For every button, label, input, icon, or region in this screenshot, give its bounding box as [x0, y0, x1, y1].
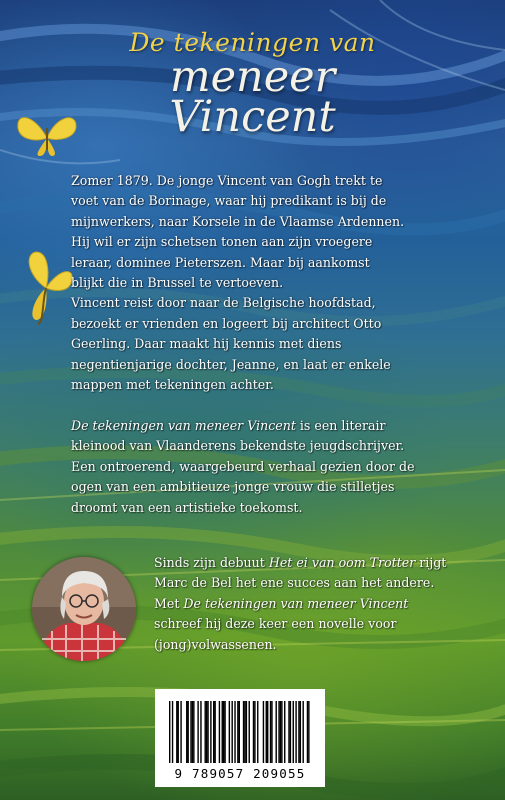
author-line: schreef hij deze keer een novelle voor: [154, 616, 397, 632]
blurb-line: leraar, dominee Pieterszen. Maar bij aankomst: [71, 254, 370, 270]
blurb-line: ogen van een ambitieuze jonge vrouw die stilletjes: [71, 479, 395, 495]
barcode-bar: [229, 701, 230, 763]
blurb-line: mijnwerkers, naar Korsele in de Vlaamse Ardennen.: [71, 213, 405, 229]
barcode-bar: [231, 701, 232, 763]
barcode-bar: [298, 701, 299, 763]
barcode-bar: [263, 701, 264, 763]
barcode-bar: [249, 701, 250, 763]
barcode-bar: [278, 701, 279, 763]
blurb-line: kleinood van Vlaanderens bekendste jeugdschrijver.: [71, 438, 405, 454]
barcode-bar: [270, 701, 271, 763]
blurb-paragraph-1: [71, 171, 481, 395]
barcode-bar: [267, 701, 268, 763]
barcode-bar: [207, 701, 208, 763]
barcode-bar: [246, 701, 247, 763]
barcode-bar: [186, 701, 187, 763]
blurb-line: Een ontroerend, waargebeurd verhaal gezien door de: [71, 458, 415, 474]
barcode-bar: [290, 701, 291, 763]
barcode-bar: [210, 701, 211, 763]
barcode-bar: [180, 701, 181, 763]
barcode-bar: [234, 701, 235, 763]
barcode-bar: [205, 701, 206, 763]
barcode-bar: [219, 701, 220, 763]
barcode-bar: [178, 701, 179, 763]
author-line: (jong)volwassenen.: [154, 636, 277, 652]
book-title-inline: De tekeningen van meneer Vincent: [183, 595, 409, 611]
blurb-line: [71, 416, 491, 436]
barcode-bar: [213, 701, 214, 763]
isbn-number: 9 789057 209055: [174, 766, 306, 781]
barcode-bar: [206, 701, 207, 763]
author-bio: [154, 553, 494, 655]
barcode-bar: [214, 701, 215, 763]
blurb-line: droomt van een artistieke toekomst.: [71, 499, 303, 515]
barcode-bar: [271, 701, 272, 763]
barcode-bar: [276, 701, 277, 763]
title-line-1: De tekeningen van: [129, 28, 376, 57]
blurb-line: voet van de Borinage, waar hij predikant is bij de: [71, 193, 387, 209]
bio-text: Met: [154, 595, 184, 611]
barcode-bar: [288, 701, 289, 763]
blurb-line: negentienjarige dochter, Jeanne, en laat er enkele: [71, 356, 391, 372]
author-line: Marc de Bel het ene succes aan het andere.: [154, 575, 435, 591]
barcode-bar: [243, 701, 244, 763]
barcode-bar: [266, 701, 267, 763]
title-line-2: meneer: [169, 52, 336, 102]
blurb-line: mappen met tekeningen achter.: [71, 377, 274, 393]
barcode-bar: [281, 701, 282, 763]
barcode-bar: [237, 701, 238, 763]
debut-title: Het ei van oom Trotter: [268, 555, 416, 570]
author-line: [154, 553, 494, 573]
barcode-bar: [176, 701, 177, 763]
barcode-bar: [200, 701, 201, 763]
bio-text: rijgt: [415, 555, 447, 570]
blurb-paragraph-2: [71, 416, 491, 518]
barcode-bar: [172, 701, 173, 763]
barcode-bar: [302, 701, 303, 763]
barcode-bar: [254, 701, 255, 763]
barcode-bar: [257, 701, 258, 763]
butterfly-icon: [24, 248, 74, 326]
isbn-barcode: [155, 689, 325, 787]
barcode-bar: [223, 701, 224, 763]
barcode-bar: [169, 701, 170, 763]
book-title-inline: De tekeningen van meneer Vincent: [71, 418, 296, 433]
barcode-bar: [224, 701, 225, 763]
blurb-line: blijkt die in Brussel te vertoeven.: [71, 275, 284, 291]
butterfly-icon: [14, 108, 80, 160]
barcode-bar: [307, 701, 308, 763]
barcode-bar: [197, 701, 198, 763]
barcode-bar: [239, 701, 240, 763]
blurb-line: Geerling. Daar maakt hij kennis met diens: [71, 336, 342, 352]
barcode-bar: [222, 701, 223, 763]
barcode-bar: [280, 701, 281, 763]
blurb-text: is een literair: [295, 418, 386, 433]
barcode-bar: [293, 701, 294, 763]
barcode-bar: [284, 701, 285, 763]
blurb-line: Hij wil er zijn schetsen tonen aan zijn vroegere: [71, 234, 373, 250]
blurb-line: bezoekt er vrienden en logeert bij architect Otto: [71, 315, 382, 331]
barcode-bar: [190, 701, 191, 763]
author-line: [154, 594, 494, 614]
barcode-bar: [193, 701, 194, 763]
barcode-bar: [253, 701, 254, 763]
bio-text: Sinds zijn debuut: [154, 555, 269, 570]
blurb-line: Zomer 1879. De jonge Vincent van Gogh trekt te: [71, 173, 383, 188]
barcode-bar: [192, 701, 193, 763]
author-photo: [32, 557, 136, 661]
blurb-line: Vincent reist door naar de Belgische hoofdstad,: [71, 295, 376, 311]
barcode-bar: [308, 701, 309, 763]
barcode-bar: [187, 701, 188, 763]
barcode-bar: [295, 701, 296, 763]
barcode-bar: [244, 701, 245, 763]
title-line-3: Vincent: [169, 92, 336, 142]
barcode-bar: [300, 701, 301, 763]
